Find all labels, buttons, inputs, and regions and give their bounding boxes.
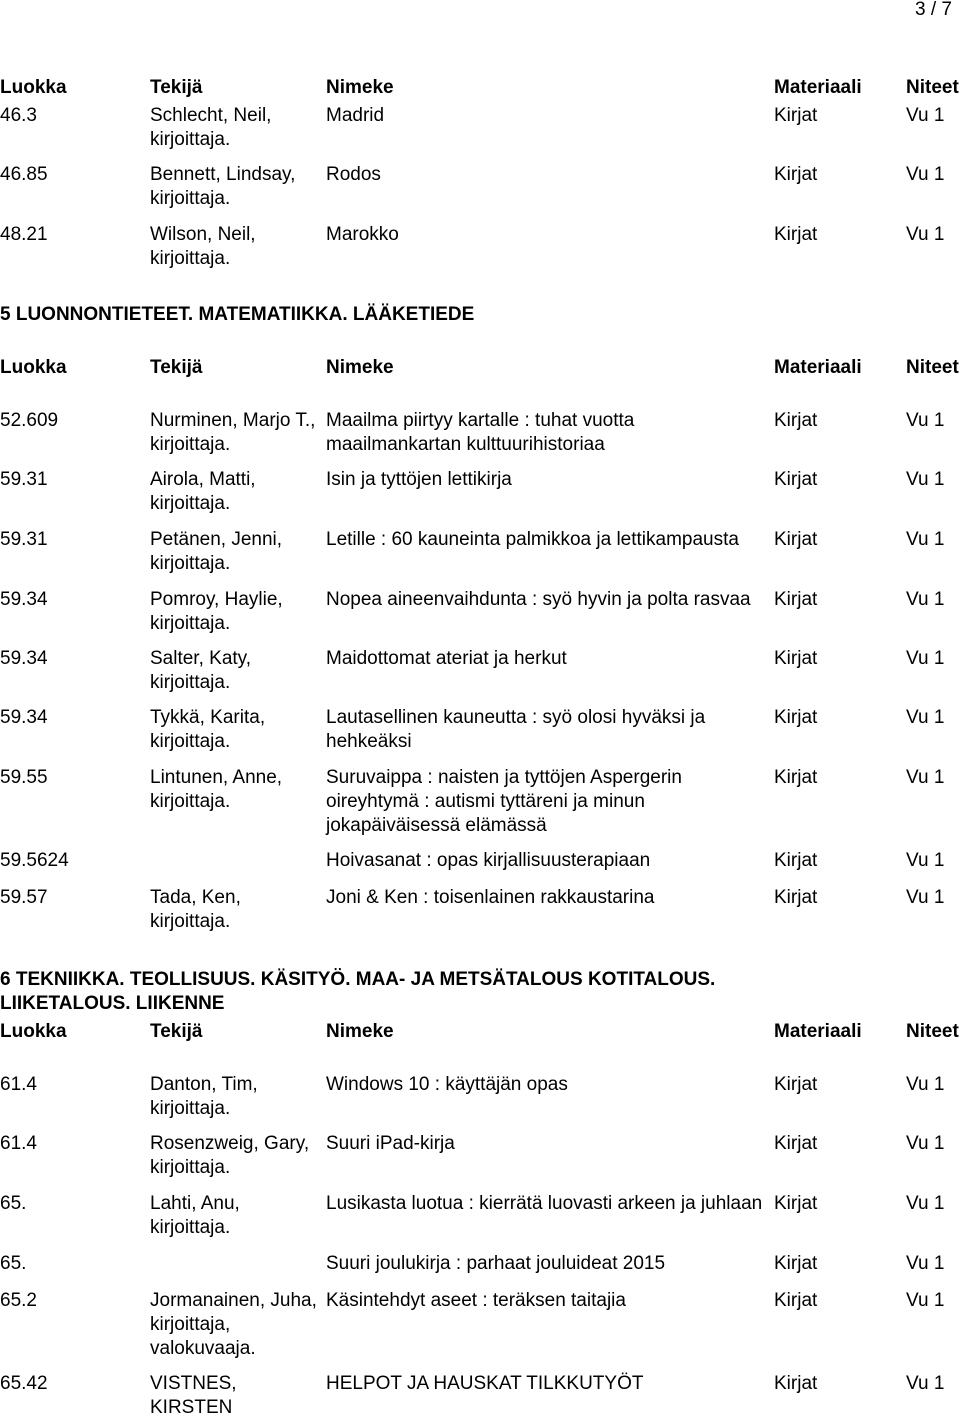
cell-luokka: 61.4 <box>0 1133 37 1154</box>
cell-niteet: Vu 1 <box>906 1074 945 1095</box>
cell-luokka: 52.609 <box>0 410 59 431</box>
cell-nimeke: Suuri joulukirja : parhaat jouluideat 2015 <box>326 1253 666 1274</box>
cell-niteet: Vu 1 <box>906 410 945 431</box>
cell-tekija: Airola, Matti, kirjoittaja. <box>150 469 256 514</box>
cell-nimeke: Letille : 60 kauneinta palmikkoa ja lettikampausta <box>326 529 739 550</box>
cell-niteet: Vu 1 <box>906 1133 945 1154</box>
cell-nimeke: Hoivasanat : opas kirjallisuusterapiaan <box>326 850 651 871</box>
cell-nimeke: Suruvaippa : naisten ja tyttöjen Aspergerin oireyhtymä : autismi tyttäreni ja minun jokapäiväisessä elämässä <box>326 767 682 836</box>
cell-niteet: Vu 1 <box>906 1193 945 1214</box>
cell-materiaali: Kirjat <box>774 767 818 788</box>
cell-luokka: 59.57 <box>0 887 48 908</box>
page-number: 3 / 7 <box>915 0 952 20</box>
cell-materiaali: Kirjat <box>774 164 818 185</box>
cell-tekija: Tada, Ken, kirjoittaja. <box>150 887 241 932</box>
cell-nimeke: Marokko <box>326 224 399 245</box>
cell-materiaali: Kirjat <box>774 529 818 550</box>
section-heading: 6 TEKNIIKKA. TEOLLISUUS. KÄSITYÖ. MAA- JA METSÄTALOUS KOTITALOUS. LIIKETALOUS. LIIKENNE <box>0 969 716 1014</box>
cell-luokka: 59.34 <box>0 589 48 610</box>
cell-tekija: VISTNES, KIRSTEN <box>150 1373 237 1418</box>
cell-nimeke: Suuri iPad-kirja <box>326 1133 455 1154</box>
section-heading: 5 LUONNONTIETEET. MATEMATIIKKA. LÄÄKETIEDE <box>0 304 475 325</box>
cell-nimeke: Lautasellinen kauneutta : syö olosi hyväksi ja hehkeäksi <box>326 707 706 752</box>
cell-nimeke: Lusikasta luotua : kierrätä luovasti arkeen ja juhlaan <box>326 1193 763 1214</box>
cell-materiaali: Kirjat <box>774 887 818 908</box>
cell-luokka: 59.34 <box>0 648 48 669</box>
cell-tekija: Rosenzweig, Gary, kirjoittaja. <box>150 1133 310 1178</box>
cell-niteet: Vu 1 <box>906 105 945 126</box>
cell-tekija: Wilson, Neil, kirjoittaja. <box>150 224 256 269</box>
column-header-luokka: Luokka <box>0 77 67 98</box>
cell-materiaali: Kirjat <box>774 1133 818 1154</box>
cell-tekija: Pomroy, Haylie, kirjoittaja. <box>150 589 283 634</box>
cell-materiaali: Kirjat <box>774 850 818 871</box>
cell-materiaali: Kirjat <box>774 1373 818 1394</box>
cell-luokka: 65. <box>0 1193 27 1214</box>
cell-luokka: 46.85 <box>0 164 48 185</box>
column-header-niteet: Niteet <box>906 1021 959 1042</box>
cell-tekija: Jormanainen, Juha, kirjoittaja, valokuvaaja. <box>150 1290 317 1359</box>
cell-niteet: Vu 1 <box>906 164 945 185</box>
column-header-materiaali: Materiaali <box>774 77 862 98</box>
cell-materiaali: Kirjat <box>774 1193 818 1214</box>
column-header-materiaali: Materiaali <box>774 357 862 378</box>
column-header-nimeke: Nimeke <box>326 357 394 378</box>
cell-niteet: Vu 1 <box>906 529 945 550</box>
cell-materiaali: Kirjat <box>774 469 818 490</box>
cell-tekija: Salter, Katy, kirjoittaja. <box>150 648 252 693</box>
cell-materiaali: Kirjat <box>774 648 818 669</box>
cell-nimeke: Madrid <box>326 105 385 126</box>
cell-nimeke: Maidottomat ateriat ja herkut <box>326 648 567 669</box>
cell-materiaali: Kirjat <box>774 1290 818 1311</box>
cell-tekija: Nurminen, Marjo T., kirjoittaja. <box>150 410 316 455</box>
cell-niteet: Vu 1 <box>906 707 945 728</box>
cell-nimeke: Maailma piirtyy kartalle : tuhat vuotta maailmankartan kulttuurihistoriaa <box>326 410 635 455</box>
cell-luokka: 59.31 <box>0 469 48 490</box>
cell-materiaali: Kirjat <box>774 105 818 126</box>
column-header-niteet: Niteet <box>906 77 959 98</box>
cell-niteet: Vu 1 <box>906 469 945 490</box>
cell-niteet: Vu 1 <box>906 850 945 871</box>
cell-tekija: Lahti, Anu, kirjoittaja. <box>150 1193 240 1238</box>
cell-materiaali: Kirjat <box>774 1253 818 1274</box>
cell-niteet: Vu 1 <box>906 1290 945 1311</box>
column-header-tekija: Tekijä <box>150 77 203 98</box>
cell-nimeke: Joni & Ken : toisenlainen rakkaustarina <box>326 887 655 908</box>
cell-nimeke: Käsintehdyt aseet : teräksen taitajia <box>326 1290 626 1311</box>
column-header-nimeke: Nimeke <box>326 1021 394 1042</box>
cell-materiaali: Kirjat <box>774 707 818 728</box>
cell-tekija: Schlecht, Neil, kirjoittaja. <box>150 105 272 150</box>
cell-niteet: Vu 1 <box>906 1373 945 1394</box>
cell-tekija: Tykkä, Karita, kirjoittaja. <box>150 707 266 752</box>
cell-niteet: Vu 1 <box>906 887 945 908</box>
cell-luokka: 65. <box>0 1253 27 1274</box>
cell-luokka: 46.3 <box>0 105 37 126</box>
cell-niteet: Vu 1 <box>906 767 945 788</box>
cell-tekija: Petänen, Jenni, kirjoittaja. <box>150 529 283 574</box>
cell-luokka: 65.2 <box>0 1290 37 1311</box>
cell-luokka: 59.5624 <box>0 850 69 871</box>
column-header-luokka: Luokka <box>0 1021 67 1042</box>
cell-luokka: 48.21 <box>0 224 48 245</box>
cell-nimeke: Isin ja tyttöjen lettikirja <box>326 469 512 490</box>
cell-niteet: Vu 1 <box>906 224 945 245</box>
cell-tekija: Bennett, Lindsay, kirjoittaja. <box>150 164 296 209</box>
cell-niteet: Vu 1 <box>906 589 945 610</box>
cell-nimeke: HELPOT JA HAUSKAT TILKKUTYÖT <box>326 1373 644 1394</box>
cell-luokka: 59.55 <box>0 767 48 788</box>
column-header-materiaali: Materiaali <box>774 1021 862 1042</box>
cell-materiaali: Kirjat <box>774 1074 818 1095</box>
cell-luokka: 59.34 <box>0 707 48 728</box>
cell-niteet: Vu 1 <box>906 648 945 669</box>
cell-luokka: 61.4 <box>0 1074 37 1095</box>
column-header-tekija: Tekijä <box>150 357 203 378</box>
cell-niteet: Vu 1 <box>906 1253 945 1274</box>
column-header-tekija: Tekijä <box>150 1021 203 1042</box>
column-header-niteet: Niteet <box>906 357 959 378</box>
cell-nimeke: Rodos <box>326 164 381 185</box>
cell-materiaali: Kirjat <box>774 589 818 610</box>
cell-tekija: Lintunen, Anne, kirjoittaja. <box>150 767 283 812</box>
cell-luokka: 65.42 <box>0 1373 48 1394</box>
cell-nimeke: Nopea aineenvaihdunta : syö hyvin ja polta rasvaa <box>326 589 751 610</box>
cell-materiaali: Kirjat <box>774 410 818 431</box>
column-header-nimeke: Nimeke <box>326 77 394 98</box>
cell-tekija: Danton, Tim, kirjoittaja. <box>150 1074 258 1119</box>
column-header-luokka: Luokka <box>0 357 67 378</box>
cell-luokka: 59.31 <box>0 529 48 550</box>
cell-materiaali: Kirjat <box>774 224 818 245</box>
cell-nimeke: Windows 10 : käyttäjän opas <box>326 1074 568 1095</box>
